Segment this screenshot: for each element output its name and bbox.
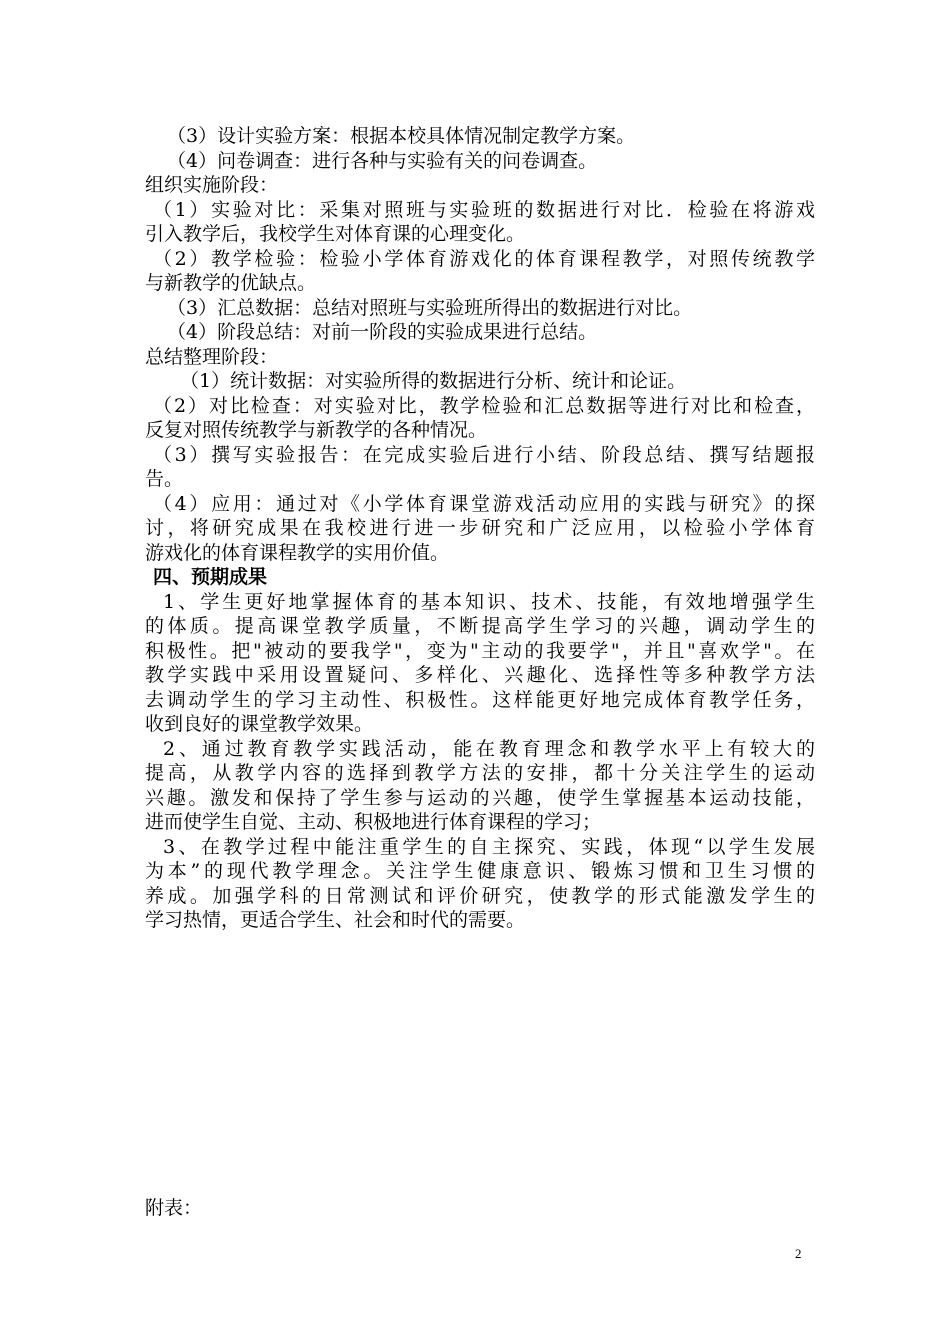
text-line: 去调动学生的学习主动性、积极性。这样能更好地完成体育教学任务， [145, 688, 815, 711]
section-heading: 四、预期成果 [153, 566, 268, 588]
text-line: 告。 [145, 468, 184, 490]
text-line: 与新教学的优缺点。 [145, 272, 317, 294]
text-line: 反复对照传统教学与新教学的各种情况。 [145, 419, 488, 441]
text-line: （3）设计实验方案：根据本校具体情况制定教学方案。 [167, 125, 636, 147]
text-line: 提高，从教学内容的选择到教学方法的安排，都十分关注学生的运动 [145, 762, 815, 784]
text-line: 教学实践中采用设置疑问、多样化、兴趣化、选择性等多种教学方法 [145, 664, 815, 686]
text-line: 学习热情，更适合学生、社会和时代的需要。 [145, 909, 526, 931]
text-line: 养成。加强学科的日常测试和评价研究，使教学的形式能激发学生的 [145, 884, 815, 907]
text-line: （4）问卷调查：进行各种与实验有关的问卷调查。 [167, 149, 598, 172]
text-line: 为本”的现代教学理念。关注学生健康意识、锻炼习惯和卫生习惯的 [145, 860, 815, 882]
text-line: 进而使学生自觉、主动、积极地进行体育课程的学习； [145, 811, 602, 833]
text-line: 收到良好的课堂教学效果。 [145, 713, 374, 735]
page-number: 2 [795, 1246, 802, 1261]
text-line: （1）统计数据：对实验所得的数据进行分析、统计和论证。 [180, 370, 687, 392]
text-line: （4）应用：通过对《小学体育课堂游戏活动应用的实践与研究》的探 [153, 492, 815, 515]
text-line: 游戏化的体育课程教学的实用价值。 [145, 541, 450, 564]
text-line: （3）撰写实验报告：在完成实验后进行小结、阶段总结、撰写结题报 [153, 443, 815, 466]
text-line: 引入教学后，我校学生对体育课的心理变化。 [145, 223, 526, 245]
text-line: （2）对比检查：对实验对比，教学检验和汇总数据等进行对比和检查， [153, 394, 815, 417]
text-line: 的体质。提高课堂教学质量，不断提高学生学习的兴趣，调动学生的 [145, 615, 815, 637]
text-line: （4）阶段总结：对前一阶段的实验成果进行总结。 [167, 321, 598, 343]
text-line: 积极性。把"被动的要我学"，变为"主动的我要学"，并且"喜欢学"。在 [145, 639, 815, 662]
text-line: 兴趣。激发和保持了学生参与运动的兴趣，使学生掌握基本运动技能， [145, 786, 815, 809]
text-line: 组织实施阶段： [145, 174, 279, 196]
appendix-label: 附表： [145, 1197, 203, 1219]
text-line: （3）汇总数据：总结对照班与实验班所得出的数据进行对比。 [167, 296, 693, 319]
text-line: 3、在教学过程中能注重学生的自主探究、实践，体现“以学生发展 [163, 835, 815, 858]
document-body [145, 124, 815, 933]
text-line: 总结整理阶段： [145, 345, 279, 368]
text-line: 讨，将研究成果在我校进行进一步研究和广泛应用，以检验小学体育 [145, 517, 815, 539]
text-line: （2）教学检验：检验小学体育游戏化的体育课程教学，对照传统教学 [153, 247, 815, 270]
text-line: （1）实验对比：采集对照班与实验班的数据进行对比．检验在将游戏 [153, 198, 815, 221]
text-line: 1、学生更好地掌握体育的基本知识、技术、技能，有效地增强学生 [163, 590, 815, 613]
text-line: 2、通过教育教学实践活动，能在教育理念和教学水平上有较大的 [163, 737, 815, 760]
